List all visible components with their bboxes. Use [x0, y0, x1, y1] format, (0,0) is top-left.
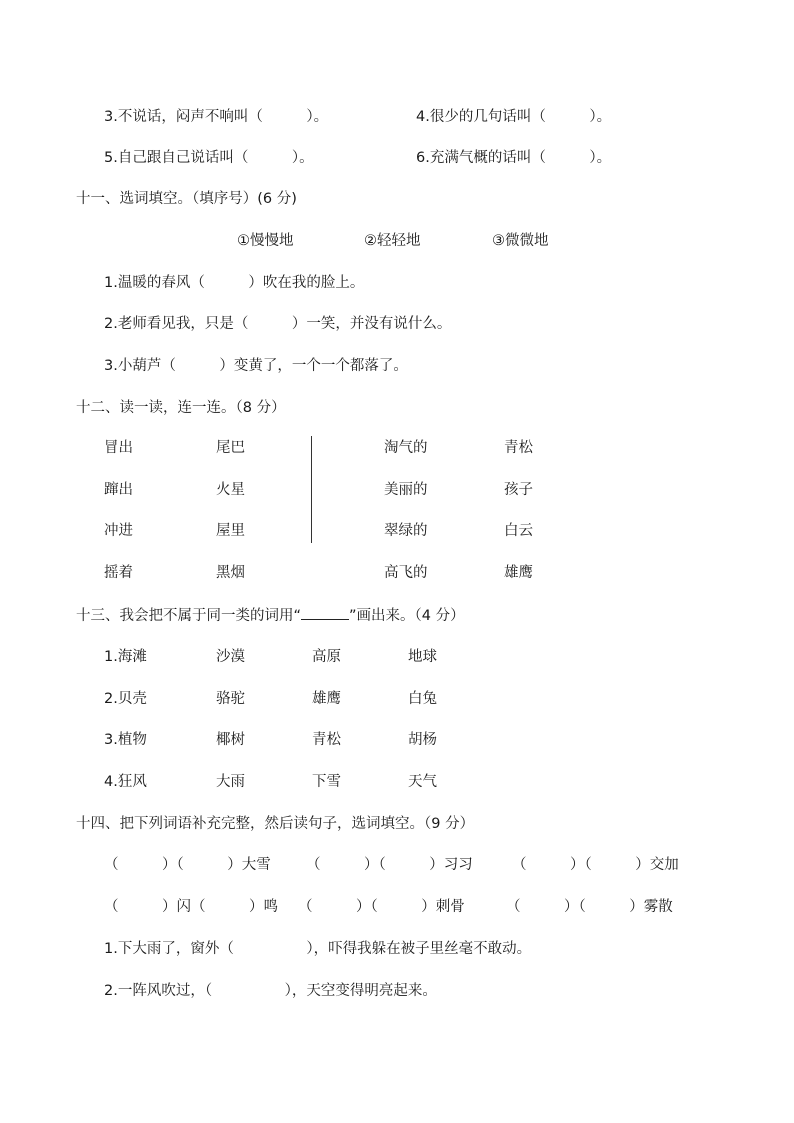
- q13-word: 天气: [408, 774, 437, 790]
- q14-phrase: （ ）（ ）习习: [306, 857, 473, 873]
- q12-right-word: 翠绿的: [384, 523, 428, 539]
- q13-word: 骆驼: [216, 691, 245, 707]
- q12-right-match: 白云: [504, 523, 533, 539]
- q13-word: 胡杨: [408, 732, 437, 748]
- q12-left-word: 冒出: [104, 440, 133, 456]
- q12-right-word: 美丽的: [384, 482, 428, 498]
- q13-word: 青松: [312, 732, 341, 748]
- q13-word: 1.海滩: [104, 649, 147, 665]
- q13-word: 4.狂风: [104, 774, 147, 790]
- q12-right-match: 雄鹰: [504, 565, 533, 581]
- q11-option-2: ②轻轻地: [364, 233, 421, 249]
- q12-right-word: 高飞的: [384, 565, 428, 581]
- q13-word: 2.贝壳: [104, 691, 147, 707]
- q13-word: 雄鹰: [312, 691, 341, 707]
- q12-left-match: 屋里: [216, 523, 245, 539]
- q13-word: 下雪: [312, 774, 341, 790]
- q12-left-word: 摇着: [104, 565, 133, 581]
- q13-word: 沙漠: [216, 649, 245, 665]
- column-divider: [311, 436, 312, 543]
- q13-title: [76, 605, 465, 626]
- q12-right-match: 青松: [504, 440, 533, 456]
- q12-right-word: 淘气的: [384, 440, 428, 456]
- q13-word: 椰树: [216, 732, 245, 748]
- q11-option-3: ③微微地: [492, 233, 549, 249]
- q14-phrase: （ ）（ ）刺骨: [298, 899, 465, 915]
- q14-phrase: （ ）（ ）雾散: [506, 899, 673, 915]
- q11-item-1: 1.温暖的春风（ ）吹在我的脸上。: [104, 275, 365, 291]
- q14-phrase: （ ）（ ）大雪: [104, 857, 271, 873]
- q11-item-2: 2.老师看见我，只是（ ）一笑，并没有说什么。: [104, 316, 452, 332]
- q11-option-1: ①慢慢地: [237, 233, 294, 249]
- q12-left-word: 蹿出: [104, 482, 133, 498]
- q13-word: 3.植物: [104, 732, 147, 748]
- q11-title: 十一、选词填空。（填序号）(6 分): [76, 191, 297, 207]
- q13-word: 大雨: [216, 774, 245, 790]
- q13-word: 白兔: [408, 691, 437, 707]
- q12-left-match: 火星: [216, 482, 245, 498]
- q10-item-4: 4.很少的几句话叫（ ）。: [416, 109, 612, 125]
- q14-phrase: （ ）（ ）交加: [512, 857, 679, 873]
- q14-phrase: （ ）闪（ ）鸣: [104, 899, 278, 915]
- q10-item-6: 6.充满气概的话叫（ ）。: [416, 150, 612, 166]
- q12-left-match: 黑烟: [216, 565, 245, 581]
- q12-right-match: 孩子: [504, 482, 533, 498]
- q12-left-word: 冲进: [104, 523, 133, 539]
- q11-item-3: 3.小葫芦（ ）变黄了，一个一个都落了。: [104, 358, 408, 374]
- q10-item-5: 5.自己跟自己说话叫（ ）。: [104, 150, 314, 166]
- q13-title-before: 十三、我会把不属于同一类的词用“: [76, 608, 302, 624]
- q14-item-2: 2.一阵风吹过，（ ），天空变得明亮起来。: [104, 983, 437, 999]
- q12-title: 十二、读一读，连一连。（8 分）: [76, 400, 286, 416]
- q13-word: 地球: [408, 649, 437, 665]
- q13-title-after: ”画出来。（4 分）: [349, 608, 465, 624]
- q14-item-1: 1.下大雨了，窗外（ ），吓得我躲在被子里丝毫不敢动。: [104, 941, 532, 957]
- q10-item-3: 3.不说话，闷声不响叫（ ）。: [104, 109, 329, 125]
- q12-left-match: 尾巴: [216, 440, 245, 456]
- underline-sample: [301, 605, 349, 620]
- q13-word: 高原: [312, 649, 341, 665]
- q14-title: 十四、把下列词语补充完整，然后读句子，选词填空。（9 分）: [76, 816, 475, 832]
